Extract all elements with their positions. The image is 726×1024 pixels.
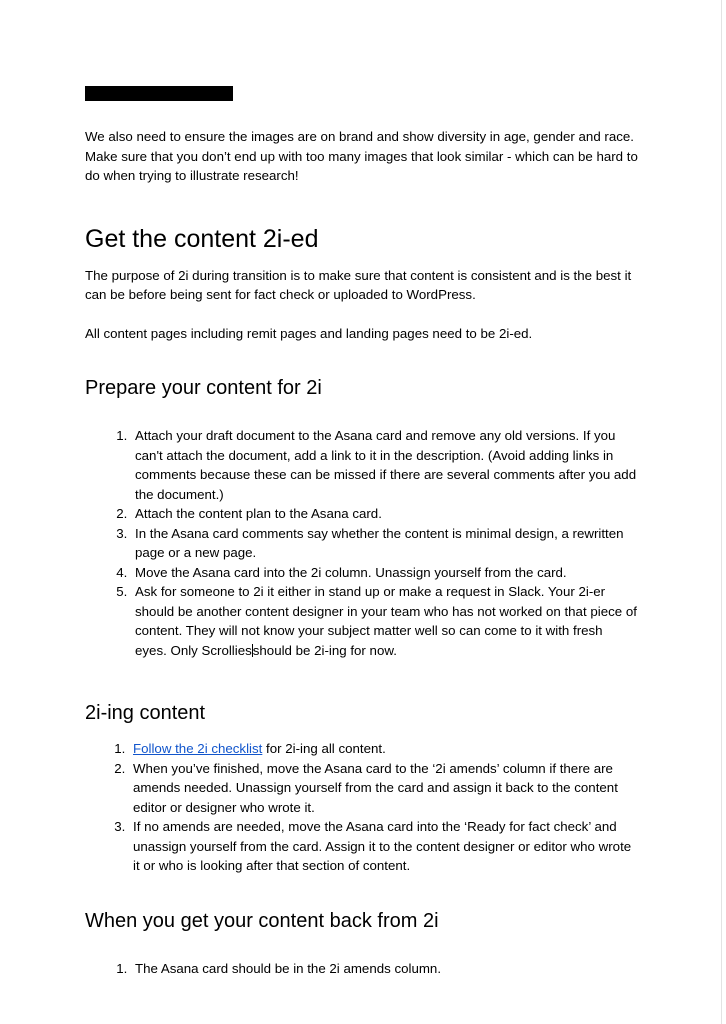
heading-list-spacer: [85, 934, 638, 959]
list-item: 4. Move the Asana card into the 2i column. Unassign yourself from the card.: [131, 563, 638, 583]
prepare-steps-list: [85, 426, 638, 660]
intro-paragraph: We also need to ensure the images are on brand and show diversity in age, gender and race. Make sure that you don’t end up with too many images that look similar - which can be hard to do when trying to illustrate research!: [85, 129, 638, 183]
list-item: 3. In the Asana card comments say whether the content is minimal design, a rewritten page or a new page.: [131, 524, 638, 563]
section-heading-2i-ing: 2i-ing content: [85, 702, 206, 724]
list-item-with-link: [129, 739, 638, 759]
document-content: [85, 86, 638, 978]
list-item: 1. Attach your draft document to the Asana card and remove any old versions. If you can't attach the document, add a link to it in the description. (Avoid adding links in comments because these can be missed if there are several comments after you add the document.): [131, 426, 638, 504]
list-item-text: for 2i-ing all content.: [262, 741, 386, 756]
section-heading-prepare: Prepare your content for 2i: [85, 377, 322, 399]
list-item-text-after-cursor: should be 2i-ing for now.: [252, 642, 397, 658]
heading-list-spacer: [85, 401, 638, 426]
2i-ing-steps-list: [85, 739, 638, 876]
heading-list-spacer: [85, 726, 638, 739]
section-spacer: [85, 660, 638, 701]
section-spacer: [85, 343, 638, 376]
list-item-with-cursor: [131, 582, 638, 660]
2i-checklist-link[interactable]: Follow the 2i checklist: [133, 741, 263, 756]
section-heading-content-back: When you get your content back from 2i: [85, 909, 439, 932]
page-title: Get the content 2i-ed: [85, 224, 319, 253]
list-item-text-before-cursor: Ask for someone to 2i it either in stand up or make a request in Slack. Your 2i-er should be another content designer in your team who has not worked on that piece of content. They will not know your subject matter well so can come to it with fresh eyes. Only Scrollies: [135, 584, 637, 658]
list-item: 3. If no amends are needed, move the Asana card into the ‘Ready for fact check’ and unassign yourself from the card. Assign it to the content designer or editor who wrote it or who is looking after that section of content.: [129, 817, 638, 876]
redacted-text-block: [85, 86, 233, 101]
purpose-paragraph: The purpose of 2i during transition is to make sure that content is consistent and is the best it can be before being sent for fact check or uploaded to WordPress.: [85, 267, 632, 302]
paragraph-spacer: [85, 305, 638, 324]
content-back-steps-list: [85, 959, 638, 979]
all-pages-paragraph: All content pages including remit pages and landing pages need to be 2i-ed.: [85, 325, 533, 341]
list-item: 2. Attach the content plan to the Asana card.: [131, 504, 638, 524]
section-spacer: [85, 876, 638, 909]
list-item: 1. The Asana card should be in the 2i amends column.: [131, 959, 638, 979]
list-item: 2. When you’ve finished, move the Asana card to the ‘2i amends’ column if there are amends needed. Unassign yourself from the card and assign it back to the content editor or designer who wrote it.: [129, 759, 638, 818]
